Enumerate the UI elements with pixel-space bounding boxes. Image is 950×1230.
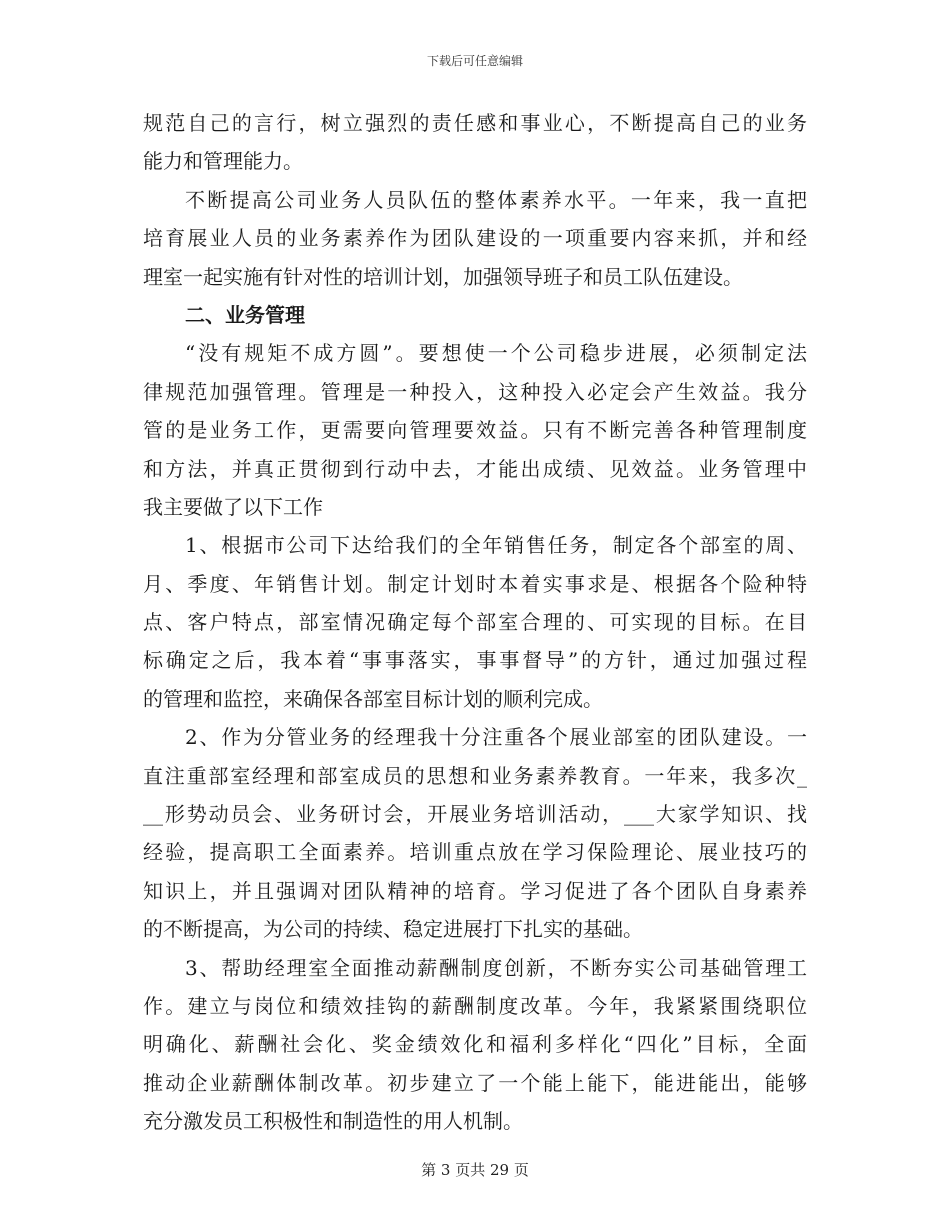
text-line: 2、作为分管业务的经理我十分注重各个展业部室的团队建设。一 [185,725,807,750]
text-line: 的不断提高，为公司的持续、稳定进展打下扎实的基础。 [143,917,643,942]
text-line: 1、根据市公司下达给我们的全年销售任务，制定各个部室的周、 [185,533,807,558]
text-line: 理室一起实施有针对性的培训计划，加强领导班子和员工队伍建设。 [143,264,743,289]
text-line: 的管理和监控，来确保各部室目标计划的顺利完成。 [143,686,603,711]
text-line: 点、客户特点，部室情况确定每个部室合理的、可实现的目标。在目 [143,610,807,635]
body-text [143,104,807,1141]
page-header: 下载后可任意编辑 [426,54,523,68]
text-line: 作。建立与岗位和绩效挂钩的薪酬制度改革。今年，我紧紧围绕职位 [143,993,807,1018]
text-line: 我主要做了以下工作 [143,494,323,519]
text-line: 不断提高公司业务人员队伍的整体素养水平。一年来，我一直把 [185,187,807,212]
text-line: 培育展业人员的业务素养作为团队建设的一项重要内容来抓，并和经 [143,226,807,251]
text-line: 标确定之后，我本着“事事落实，事事督导”的方针，通过加强过程 [143,648,807,673]
text-line: 明确化、薪酬社会化、奖金绩效化和福利多样化“四化”目标，全面 [143,1032,807,1057]
text-line: 知识上，并且强调对团队精神的培育。学习促进了各个团队自身素养 [143,878,807,903]
text-line: 管的是业务工作，更需要向管理要效益。只有不断完善各种管理制度 [143,418,807,443]
text-line: __形势动员会、业务研讨会，开展业务培训活动，___大家学知识、找 [143,802,807,827]
text-line: 推动企业薪酬体制改革。初步建立了一个能上能下，能进能出，能够 [143,1070,807,1095]
text-line: 充分激发员工积极性和制造性的用人机制。 [143,1109,523,1134]
text-line: 和方法，并真正贯彻到行动中去，才能出成绩、见效益。业务管理中 [143,456,807,481]
section-heading: 二、业务管理 [185,302,305,327]
text-line: 规范自己的言行，树立强烈的责任感和事业心，不断提高自己的业务 [143,111,807,135]
text-line: 律规范加强管理。管理是一种投入，这种投入必定会产生效益。我分 [143,379,807,404]
page-footer: 第 3 页共 29 页 [421,1161,529,1179]
text-line: 能力和管理能力。 [143,149,303,174]
text-line: 3、帮助经理室全面推动薪酬制度创新，不断夯实公司基础管理工 [185,955,807,980]
text-line: “没有规矩不成方圆”。要想使一个公司稳步进展，必须制定法 [185,341,807,366]
text-line: 直注重部室经理和部室成员的思想和业务素养教育。一年来，我多次_ [143,763,807,788]
text-line: 月、季度、年销售计划。制定计划时本着实事求是、根据各个险种特 [143,571,807,596]
text-line: 经验，提高职工全面素养。培训重点放在学习保险理论、展业技巧的 [143,840,807,865]
